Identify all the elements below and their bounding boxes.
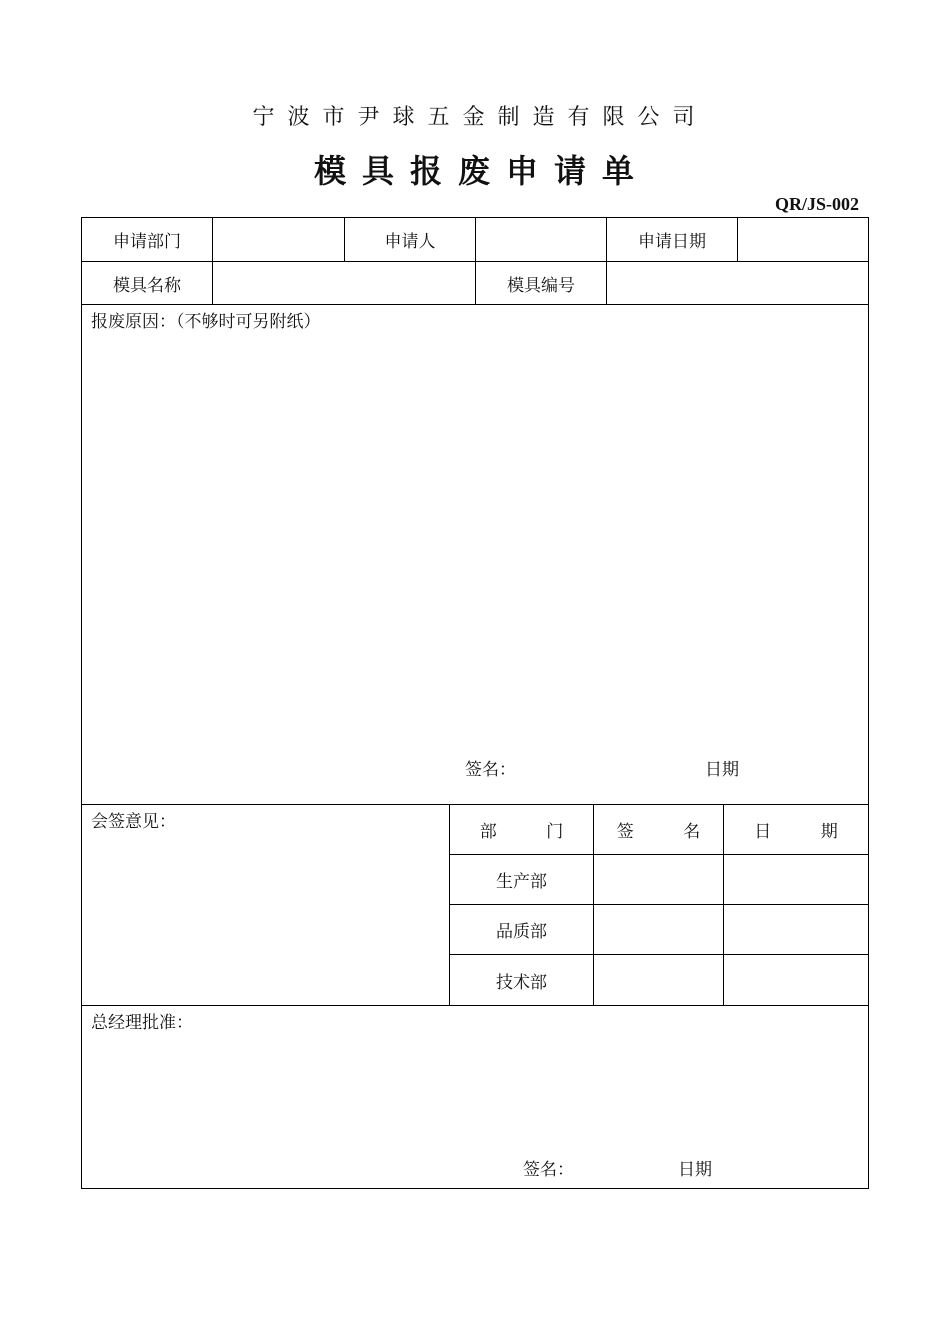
- gm-approval-label: 总经理批准：: [91, 1013, 193, 1033]
- date-quality[interactable]: [724, 905, 868, 954]
- dept-production: 生产部: [496, 872, 547, 892]
- company-name: 宁波市尹球五金制造有限公司: [252, 105, 708, 130]
- sign-production[interactable]: [594, 855, 723, 904]
- date-technical[interactable]: [724, 955, 868, 1005]
- applicant-field[interactable]: [476, 218, 606, 261]
- gm-approval-field[interactable]: [82, 1031, 868, 1151]
- col-header-sign: 签 名: [616, 822, 723, 842]
- gm-date-label: 日期: [678, 1160, 712, 1180]
- date-production[interactable]: [724, 855, 868, 904]
- sign-quality[interactable]: [594, 905, 723, 954]
- form-title: 模具报废申请单: [313, 152, 650, 190]
- reason-date-label: 日期: [705, 760, 739, 780]
- applicant-label: 申请人: [384, 232, 436, 252]
- mold-name-label: 模具名称: [113, 275, 181, 296]
- col-header-dept: 部 门: [479, 822, 586, 842]
- col-header-date: 日 期: [754, 822, 860, 842]
- scrap-reason-label: 报废原因：（不够时可另附纸）: [91, 312, 321, 332]
- apply-date-label: 申请日期: [638, 232, 706, 252]
- apply-date-field[interactable]: [738, 218, 868, 261]
- row-divider: [82, 1005, 868, 1006]
- mold-no-field[interactable]: [607, 262, 868, 304]
- countersign-opinion-field[interactable]: [82, 830, 448, 1004]
- scrap-application-form: [81, 217, 869, 1189]
- sign-technical[interactable]: [594, 955, 723, 1005]
- gm-sign-label: 签名：: [523, 1160, 574, 1180]
- mold-no-label: 模具编号: [507, 275, 575, 296]
- countersign-label: 会签意见：: [91, 812, 176, 832]
- dept-quality: 品质部: [496, 922, 547, 942]
- reason-sign-label: 签名：: [465, 760, 516, 780]
- form-code: QR/JS-002: [774, 194, 859, 214]
- scrap-reason-field[interactable]: [82, 330, 868, 750]
- mold-name-field[interactable]: [213, 262, 475, 304]
- dept-field[interactable]: [213, 218, 344, 261]
- dept-technical: 技术部: [496, 972, 547, 993]
- dept-label: 申请部门: [113, 232, 181, 252]
